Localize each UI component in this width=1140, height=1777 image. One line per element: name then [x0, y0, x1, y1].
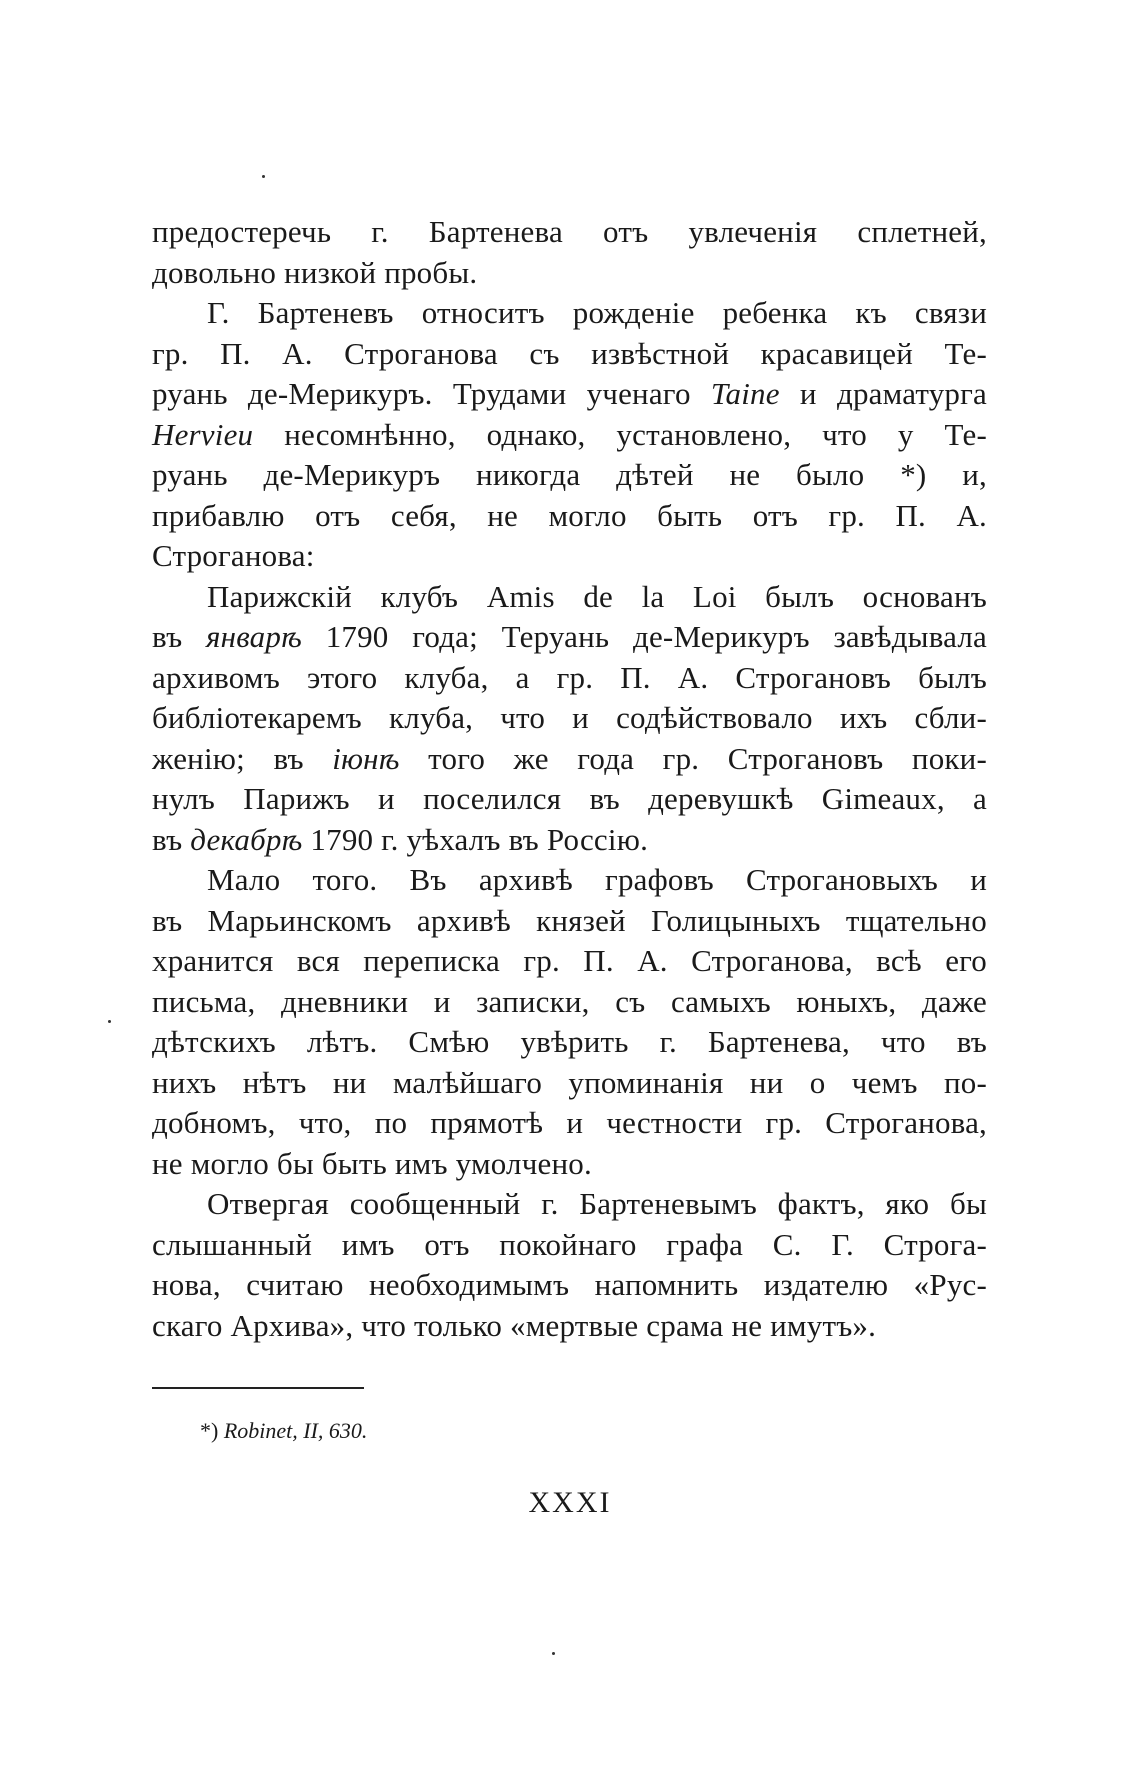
paragraph: [152, 212, 987, 293]
text-line: руань де-Мерикуръ никогда дѣтей не было *) и,: [152, 457, 987, 492]
text-line: Строганова:: [152, 538, 315, 573]
footnote-marker: *): [200, 1418, 219, 1443]
print-speck: [108, 1020, 111, 1023]
page-number: XXXI: [528, 1486, 612, 1519]
text-line: Отвергая сообщенный г. Бартеневымъ фактъ, яко бы: [207, 1186, 987, 1221]
italic-term: іюнѣ: [332, 740, 400, 776]
text-line: Г. Бартеневъ относитъ рожденіе ребенка къ связи: [207, 295, 987, 330]
text-line: руань де-Мерикуръ. Трудами ученаго Taine и драматурга: [152, 376, 987, 411]
text-line: нихъ нѣтъ ни малѣйшаго упоминанія ни о чемъ по-: [152, 1064, 987, 1100]
text-line: письма, дневники и записки, съ самыхъ юныхъ, даже: [152, 983, 987, 1019]
italic-term: декабрѣ: [190, 821, 303, 857]
text-line: добномъ, что, по прямотѣ и честности гр. Строганова,: [152, 1105, 987, 1140]
text-line: довольно низкой пробы.: [152, 254, 478, 290]
text-line: архивомъ этого клуба, а гр. П. А. Строгановъ былъ: [152, 659, 987, 695]
text-line: гр. П. А. Строганова съ извѣстной красавицей Те-: [152, 335, 987, 371]
text-line: въ январѣ 1790 года; Теруань де-Мерикуръ завѣдывала: [152, 619, 988, 654]
italic-term: Hervieu: [152, 416, 254, 452]
text-line: Мало того. Въ архивѣ графовъ Строгановыхъ и: [207, 862, 987, 897]
footnote-rule: [152, 1387, 364, 1389]
print-speck: [262, 175, 265, 178]
body-text: [152, 212, 987, 1346]
text-line: Парижскій клубъ Amis de la Loi былъ основанъ: [207, 578, 987, 614]
text-line: въ Марьинскомъ архивѣ князей Голицыныхъ тщательно: [152, 902, 987, 938]
text-line: библіотекаремъ клуба, что и содѣйствовало ихъ сбли-: [152, 700, 987, 735]
italic-term: Taine: [710, 376, 780, 411]
text-line: слышанный имъ отъ покойнаго графа С. Г. Строга-: [152, 1226, 987, 1262]
paragraph: [152, 1184, 987, 1346]
text-line: въ декабрѣ 1790 г. уѣхалъ въ Россію.: [152, 821, 649, 857]
text-line: предостеречь г. Бартенева отъ увлеченія сплетней,: [152, 214, 987, 249]
paragraph: [152, 860, 987, 1184]
footnote: [200, 1417, 367, 1445]
text-line: хранится вся переписка гр. П. А. Строганова, всѣ его: [152, 943, 987, 978]
italic-term: январѣ: [206, 619, 302, 654]
paragraph: [152, 293, 987, 577]
print-speck: [552, 1652, 555, 1655]
text-line: нулъ Парижъ и поселился въ деревушкѣ Gimeaux, а: [152, 781, 987, 816]
text-line: дѣтскихъ лѣтъ. Смѣю увѣрить г. Бартенева, что въ: [152, 1024, 987, 1059]
text-line: скаго Архива», что только «мертвые срама не имутъ».: [152, 1307, 877, 1343]
text-line: Hervieu несомнѣнно, однако, установлено, что у Те-: [152, 416, 987, 452]
text-line: не могло бы быть имъ умолчено.: [152, 1145, 592, 1181]
text-line: нова, считаю необходимымъ напомнить издателю «Рус-: [152, 1267, 987, 1302]
text-line: женію; въ іюнѣ того же года гр. Строгановъ поки-: [152, 740, 987, 776]
paragraph: [152, 577, 987, 861]
footnote-text: Robinet, II, 630.: [223, 1418, 368, 1443]
text-line: прибавлю отъ себя, не могло быть отъ гр. П. А.: [152, 497, 987, 533]
